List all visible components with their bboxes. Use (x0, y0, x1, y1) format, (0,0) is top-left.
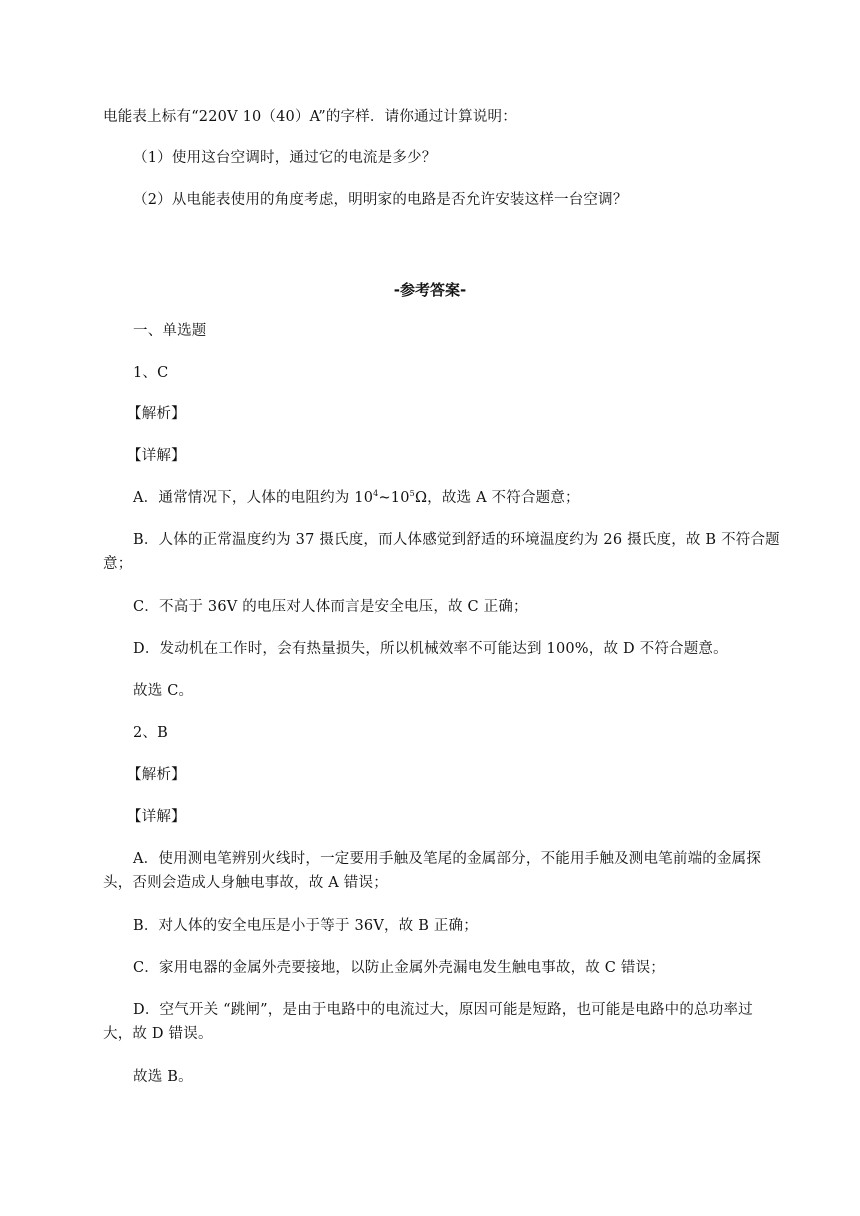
q1-option-a-exponent-1: 4 (373, 489, 379, 499)
q1-option-a-mid: ~10 (378, 490, 410, 506)
q1-detail-label: 【详解】 (127, 448, 186, 464)
section-title: 一、单选题 (133, 323, 207, 339)
q1-option-a-prefix: A．通常情况下，人体的电阻约为 10 (133, 490, 374, 506)
q1-option-b-line2: 意； (103, 556, 133, 572)
q2-analysis-label: 【解析】 (127, 767, 186, 783)
q2-detail-label: 【详解】 (127, 809, 186, 825)
q2-option-d-line1: D．空气开关 “跳闸”，是由于电路中的电流过大，原因可能是短路，也可能是电路中的总功率过 (133, 1002, 753, 1018)
q1-option-d: D．发动机在工作时，会有热量损失，所以机械效率不可能达到 100%，故 D 不符合题意。 (133, 641, 728, 657)
q2-option-a-line1: A．使用测电笔辨别火线时，一定要用手触及笔尾的金属部分，不能用手触及测电笔前端的金属探 (133, 851, 762, 867)
q1-option-c: C．不高于 36V 的电压对人体而言是安全电压，故 C 正确； (133, 599, 528, 615)
q2-option-b: B．对人体的安全电压是小于等于 36V，故 B 正确； (133, 918, 478, 934)
q2-option-c: C．家用电器的金属外壳要接地，以防止金属外壳漏电发生触电事故，故 C 错误； (133, 960, 666, 976)
q1-option-b-line1: B．人体的正常温度约为 37 摄氏度，而人体感觉到舒适的环境温度约为 26 摄氏度，故 B 不符合题 (133, 532, 780, 548)
q1-option-a (133, 487, 580, 509)
question-1: （1）使用这台空调时，通过它的电流是多少？ (133, 150, 437, 166)
q2-option-a-line2: 头，否则会造成人身触电事故，故 A 错误； (103, 875, 388, 891)
q1-number: 1、C (133, 365, 169, 381)
intro-line: 电能表上标有“220V 10（40）A”的字样．请你通过计算说明： (103, 109, 517, 125)
q1-option-a-exponent-2: 5 (409, 489, 415, 499)
q1-analysis-label: 【解析】 (127, 406, 186, 422)
question-2: （2）从电能表使用的角度考虑，明明家的电路是否允许安装这样一台空调？ (133, 192, 628, 208)
q1-option-a-suffix: Ω，故选 A 不符合题意； (414, 490, 580, 506)
q2-number: 2、B (133, 725, 168, 741)
answers-title: -参考答案- (393, 281, 467, 299)
q2-conclusion: 故选 B。 (133, 1069, 193, 1085)
q1-conclusion: 故选 C。 (133, 683, 194, 699)
q2-option-d-line2: 大，故 D 错误。 (103, 1026, 213, 1042)
